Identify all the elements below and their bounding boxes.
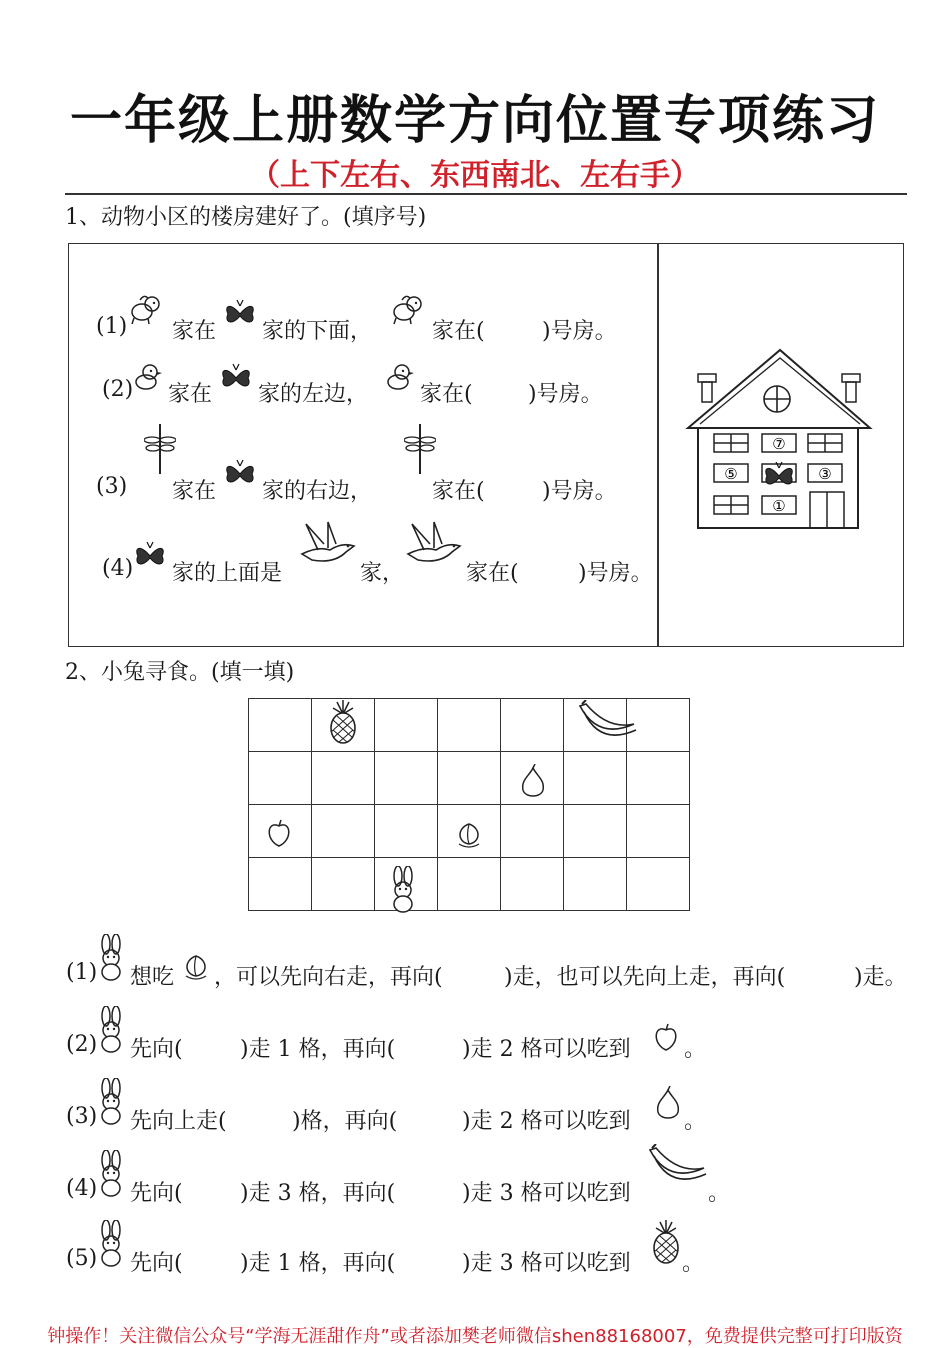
q2-line-number: (1) [66,960,98,985]
q1-line-number: (4) [102,556,134,581]
q2-line-text: )走 2 格可以吃到 [462,1109,631,1134]
footer-watermark-text: 钟操作！关注微信公众号“学海无涯甜作舟”或者添加樊老师微信shen88168007，免费提供完整可打印版资 [47,1326,903,1347]
q2-line-text: )走 1 格，再向( [240,1251,396,1276]
building-illustration [684,344,874,534]
dragonfly-icon [144,424,176,476]
pear-icon [652,1086,684,1126]
peach-icon [453,818,487,852]
q1-answer-open: 家在( [466,561,519,586]
q1-line-text: 家的左边， [258,382,369,407]
q2-line-text: )格，再向( [292,1109,398,1134]
pineapple-icon [650,1220,682,1268]
q2-line-text: )走 3 格，再向( [240,1181,396,1206]
butterfly-icon [134,540,170,572]
chick-icon [384,362,418,394]
q1-answer-close: )号房。 [578,561,653,586]
q1-line-number: (1) [96,314,128,339]
q2-line-text: )走 2 格可以吃到 [462,1037,631,1062]
q1-answer-close: )号房。 [528,382,603,407]
q2-line-text: )走 3 格可以吃到 [462,1181,631,1206]
q1-box-divider [657,243,659,647]
rabbit-icon [388,866,420,918]
bird-icon [298,520,358,570]
q2-line-text: 先向( [130,1037,183,1062]
banana-icon [578,700,640,748]
q2-line-number: (2) [66,1032,98,1057]
q2-line-text: 想吃 [130,965,175,990]
q1-line-text: 家， [360,561,405,586]
bird-icon [404,520,464,570]
q2-line-text: 。 [684,1109,707,1134]
butterfly-icon [224,298,260,330]
q2-line-number: (4) [66,1176,98,1201]
q2-line-text: )走 3 格可以吃到 [462,1251,631,1276]
q2-line-text: )走。 [854,965,907,990]
dog-icon [390,294,426,330]
q1-answer-close: )号房。 [542,319,617,344]
q2-heading: 2、小兔寻食。(填一填) [65,660,295,685]
q2-line-text: )走，也可以先向上走，再向( [504,965,786,990]
q1-line-text: 家在 [172,479,217,504]
rabbit-icon [96,1220,128,1268]
room-7-label: ⑦ [772,435,786,453]
q2-line-text: 先向上走( [130,1109,227,1134]
q2-line-number: (3) [66,1104,98,1129]
q2-line-text: 先向( [130,1181,183,1206]
dog-icon [128,294,164,330]
rabbit-icon [96,1006,128,1054]
page-subtitle: （上下左右、东西南北、左右手） [250,158,700,193]
q1-line-text: 家在 [172,319,217,344]
banana-icon [648,1144,710,1192]
chick-icon [132,362,166,394]
q1-line-text: 家的右边， [262,479,373,504]
q1-answer-close: )号房。 [542,479,617,504]
q1-line-text: 家的下面， [262,319,373,344]
peach-icon [180,950,214,984]
q1-line-text: 家在 [168,382,213,407]
q1-line-text: 家的上面是 [172,561,283,586]
room-5-label: ⑤ [724,465,738,483]
q1-answer-open: 家在( [420,382,473,407]
q2-line-text: 先向( [130,1251,183,1276]
pear-icon [517,764,549,804]
apple-icon [263,818,297,852]
rabbit-icon [96,1150,128,1198]
apple-icon [650,1022,684,1056]
page-title: 一年级上册数学方向位置专项练习 [69,91,880,151]
title-divider [65,193,907,195]
q2-line-text: )走 1 格，再向( [240,1037,396,1062]
q2-line-text: 。 [708,1181,731,1206]
q2-line-text: 。 [682,1251,705,1276]
room-1-label: ① [772,497,786,515]
pineapple-icon [327,700,359,748]
butterfly-icon [224,458,260,490]
rabbit-icon [96,934,128,982]
q1-line-number: (3) [96,474,128,499]
butterfly-icon [220,362,256,394]
q1-heading: 1、动物小区的楼房建好了。(填序号) [65,205,427,230]
q2-line-text: 。 [684,1037,707,1062]
room-3-label: ③ [818,465,832,483]
rabbit-icon [96,1078,128,1126]
q1-answer-open: 家在( [432,479,485,504]
dragonfly-icon [404,424,436,476]
q2-line-number: (5) [66,1246,98,1271]
q2-line-text: ，可以先向右走，再向( [214,965,443,990]
q1-line-number: (2) [102,377,134,402]
q1-answer-open: 家在( [432,319,485,344]
